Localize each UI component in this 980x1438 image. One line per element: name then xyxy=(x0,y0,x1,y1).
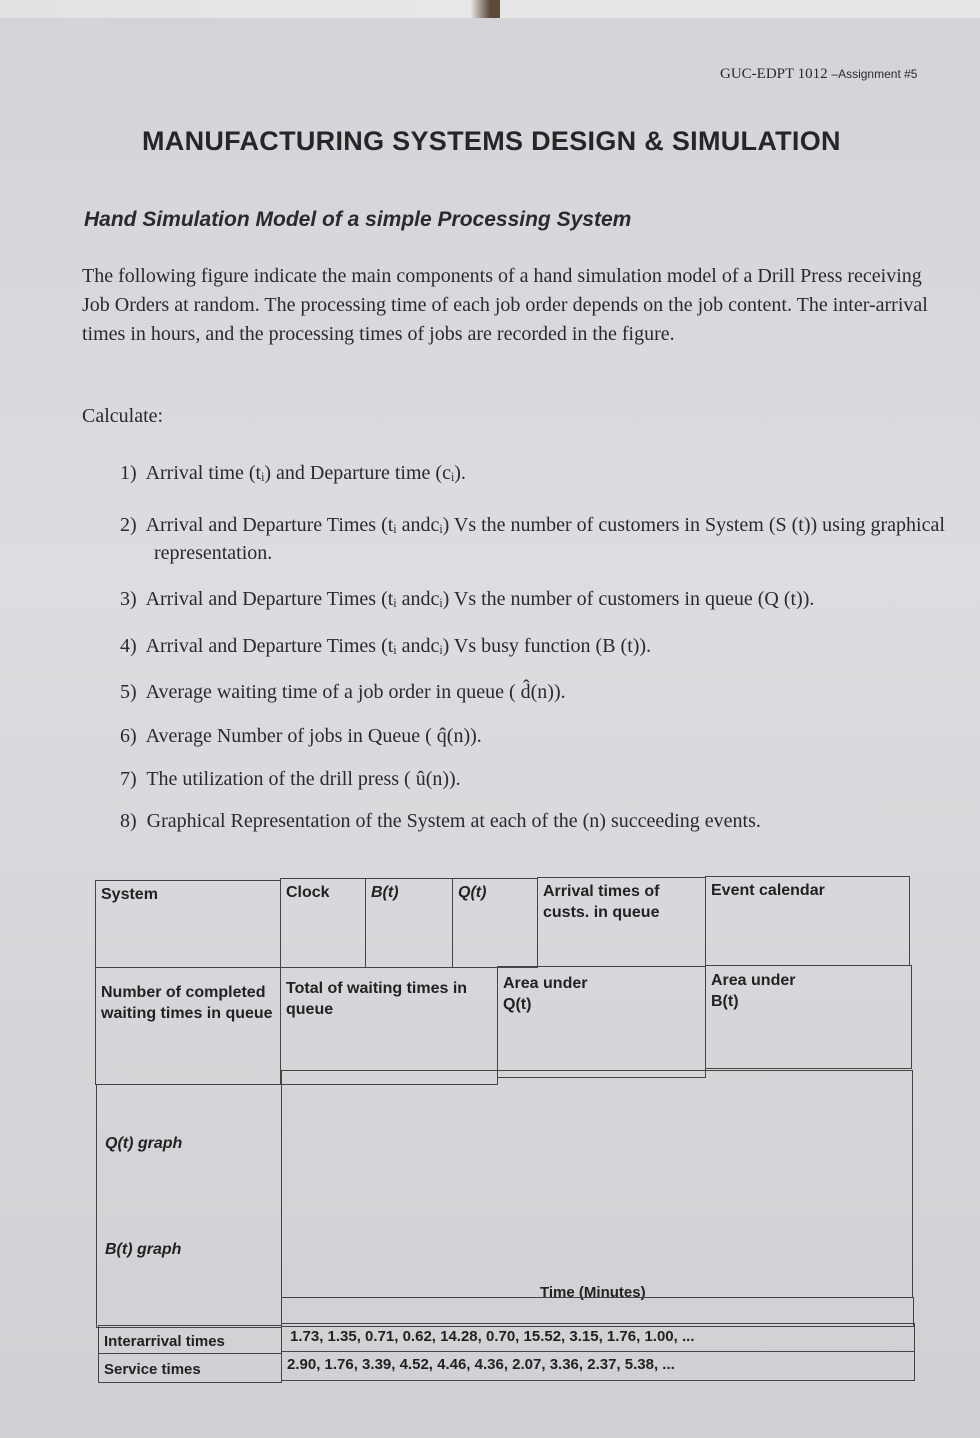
total-waiting-cell: Total of waiting times in queue xyxy=(280,967,498,1085)
task-7: 7) The utilization of the drill press ( û(n)). xyxy=(120,768,461,790)
completed-waiting-cell: Number of completed waiting times in queue xyxy=(95,967,281,1085)
task-2: 2) Arrival and Departure Times (tᵢ andcᵢ) Vs the number of customers in System (S (t)) using graphical representation. xyxy=(120,514,945,564)
event-calendar-cell: Event calendar xyxy=(705,876,910,966)
system-cell: System xyxy=(95,880,281,968)
task-8: 8) Graphical Representation of the System at each of the (n) succeeding events. xyxy=(120,810,761,832)
task-1: 1) Arrival time (tᵢ) and Departure time (cᵢ). xyxy=(120,462,466,484)
calculate-label: Calculate: xyxy=(82,405,164,427)
graph-label-column xyxy=(96,1084,282,1328)
task-4: 4) Arrival and Departure Times (tᵢ andcᵢ) Vs busy function (B (t)). xyxy=(120,635,652,657)
area-b-cell: Area under B(t) xyxy=(705,965,912,1069)
task-5: 5) Average waiting time of a job order in queue ( d̂(n)). xyxy=(120,681,566,703)
interarrival-label: Interarrival times xyxy=(98,1325,282,1354)
b-graph-label: B(t) graph xyxy=(105,1241,182,1258)
course-header: GUC-EDPT 1012 –Assignment #5 xyxy=(720,66,918,82)
task-3: 3) Arrival and Departure Times (tᵢ andcᵢ) Vs the number of customers in queue (Q (t)). xyxy=(120,588,815,610)
time-header: Time (Minutes) xyxy=(540,1284,646,1301)
q-graph-label: Q(t) graph xyxy=(105,1135,183,1152)
interarrival-values: 1.73, 1.35, 0.71, 0.62, 14.28, 0.70, 15.52, 3.15, 1.76, 1.00, ... xyxy=(281,1323,915,1352)
photo-edge xyxy=(0,0,980,18)
page-title: MANUFACTURING SYSTEMS DESIGN & SIMULATION xyxy=(142,126,841,156)
task-6: 6) Average Number of jobs in Queue ( q̂(n)). xyxy=(120,725,482,747)
graph-area xyxy=(281,1070,913,1301)
qt-cell: Q(t) xyxy=(452,878,538,968)
intro-paragraph: The following figure indicate the main components of a hand simulation model of a Drill Press receiving Job Orders at random. The processing time of each job order depends on the job content. The inter-arrival times in hours, and the processing times of jobs are recorded in the figure. xyxy=(82,265,928,345)
service-values: 2.90, 1.76, 3.39, 4.52, 4.46, 4.36, 2.07, 3.36, 2.37, 5.38, ... xyxy=(281,1351,915,1381)
section-subtitle: Hand Simulation Model of a simple Processing System xyxy=(84,208,632,231)
clock-cell: Clock xyxy=(280,878,366,968)
arrival-times-cell: Arrival times of custs. in queue xyxy=(537,877,706,967)
service-label: Service times xyxy=(98,1353,282,1383)
bt-cell: B(t) xyxy=(365,878,453,968)
area-q-cell: Area under Q(t) xyxy=(497,966,706,1078)
